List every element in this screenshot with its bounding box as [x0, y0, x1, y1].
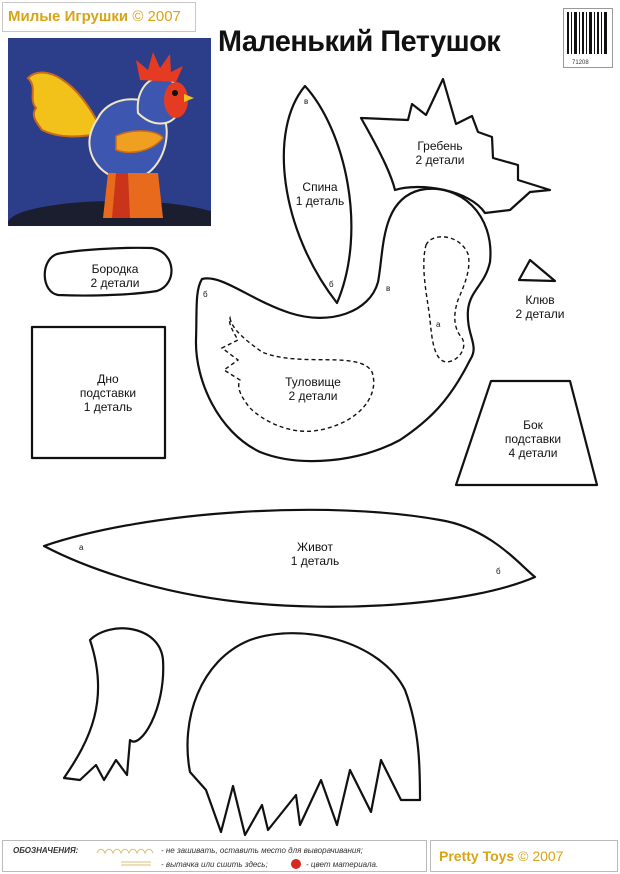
label-klyuv-name: Клюв [525, 293, 555, 307]
label-dno-name: Дно подставки [79, 372, 137, 400]
barcode-number: 71208 [572, 60, 589, 66]
mark-zhivot-right: б [496, 567, 501, 576]
label-greben-count: 2 детали [415, 153, 465, 167]
label-tulovishche-name: Туловище [285, 375, 341, 389]
legend-item-1: - не зашивать, оставить место для выворачивания; [161, 846, 363, 855]
mark-body-neck: в [386, 284, 391, 293]
brand-copyright: © 2007 [132, 8, 181, 25]
label-dno [58, 372, 158, 414]
mark-spina-top: в [304, 97, 309, 106]
label-borodka-name: Бородка [91, 262, 139, 276]
label-bok [488, 418, 578, 460]
label-klyuv [500, 293, 580, 321]
footer-brand-name: Pretty Toys [439, 848, 515, 864]
label-borodka-count: 2 детали [90, 276, 140, 290]
label-zhivot-name: Живот [297, 540, 333, 554]
label-greben [395, 139, 485, 167]
label-tulovishche [268, 375, 358, 403]
label-spina-count: 1 деталь [295, 194, 345, 208]
legend-item-3: - цвет материала. [306, 860, 379, 869]
tulovishche-neck-dart [424, 237, 469, 362]
label-borodka [70, 262, 160, 290]
legend-item-2: - вытачка или сшить здесь; [161, 860, 268, 869]
footer-copyright: © 2007 [518, 848, 564, 864]
legend [2, 840, 427, 872]
legend-stitch-symbol [97, 849, 153, 853]
page-title: Маленький Петушок [218, 25, 501, 58]
piece-wing-outline [64, 628, 163, 780]
footer-brand [430, 840, 618, 872]
label-dno-count: 1 деталь [83, 400, 133, 414]
label-spina [280, 180, 360, 208]
mark-spina-bottom: б [329, 280, 334, 289]
piece-tulovishche-outline [196, 189, 491, 461]
label-zhivot-count: 1 деталь [290, 554, 340, 568]
label-bok-count: 4 детали [508, 446, 558, 460]
mark-zhivot-left: а [79, 543, 84, 552]
mark-body-chest: а [436, 320, 441, 329]
label-tulovishche-count: 2 детали [288, 389, 338, 403]
label-spina-name: Спина [302, 180, 338, 194]
label-greben-name: Гребень [417, 139, 463, 153]
brand-name: Милые Игрушки [8, 8, 129, 25]
label-bok-name: Бок подставки [504, 418, 562, 446]
mark-body-tail: б [203, 290, 208, 299]
piece-klyuv-outline [519, 260, 555, 281]
label-klyuv-count: 2 детали [515, 307, 565, 321]
label-zhivot [270, 540, 360, 568]
legend-material-dot [291, 859, 301, 869]
legend-key: ОБОЗНАЧЕНИЯ: [13, 846, 79, 855]
piece-tail-outline [188, 633, 421, 835]
legend-symbols [93, 844, 155, 870]
